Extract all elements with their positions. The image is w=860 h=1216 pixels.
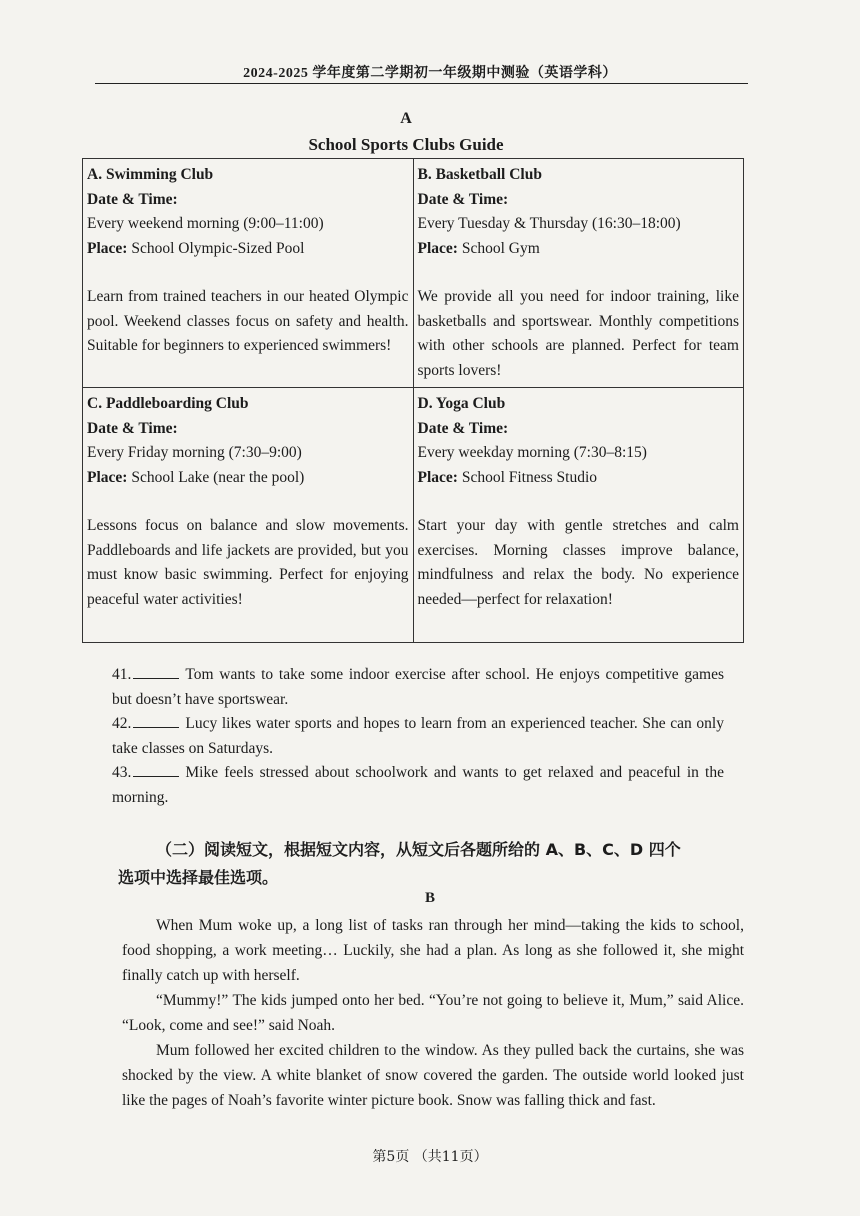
guide-title: School Sports Clubs Guide	[308, 135, 504, 154]
instruction-line: 选项中选择最佳选项。	[118, 868, 279, 887]
passage-paragraph: “Mummy!” The kids jumped onto her bed. “You’re not going to believe it, Mum,” said Alice. “Look, come and see!” said Noah.	[122, 992, 744, 1034]
place-label: Place:	[417, 239, 458, 257]
club-name: C. Paddleboarding Club	[87, 395, 249, 412]
section-a-letter: A	[400, 110, 412, 127]
place-value: School Fitness Studio	[461, 468, 598, 486]
date-label: Date & Time:	[87, 419, 178, 437]
section-instruction	[118, 836, 738, 892]
reading-passage	[122, 913, 744, 1113]
question-text: Lucy likes water sports and hopes to learn from an experienced teacher. She can only take classes on Saturdays.	[112, 715, 724, 757]
place-label: Place:	[417, 468, 458, 486]
place-line	[87, 237, 409, 262]
place-value: School Gym	[461, 239, 540, 257]
spacer	[87, 490, 409, 514]
date-label: Date & Time:	[417, 419, 509, 437]
club-cell-basketball	[413, 159, 744, 388]
question-number: 42.	[112, 715, 132, 732]
exam-header-title: 2024-2025 学年度第二学期初一年级期中测验（英语学科）	[243, 66, 617, 81]
header-divider	[95, 83, 748, 84]
club-description: Start your day with gentle stretches and calm exercises. Morning classes improve balance, mindfulness and relax the body. No experience needed—perfect for relaxation!	[417, 517, 739, 608]
question-number: 41.	[112, 666, 132, 683]
club-name: D. Yoga Club	[417, 395, 506, 412]
club-description: Learn from trained teachers in our heated Olympic pool. Weekend classes focus on safety and health. Suitable for beginners to experienced swimmers!	[87, 288, 409, 354]
page-number: 第5页 （共11页）	[372, 1149, 488, 1165]
table-row	[83, 388, 744, 643]
club-description: We provide all you need for indoor training, like basketballs and sportswear. Monthly competitions with other schools are planned. Perfect for team sports lovers!	[417, 288, 739, 379]
question-list	[112, 663, 724, 810]
passage-paragraph: When Mum woke up, a long list of tasks ran through her mind—taking the kids to school, food shopping, a work meeting… Luckily, she had a plan. As long as she followed it, she might finally catch up with herself.	[122, 917, 744, 984]
place-line	[418, 466, 740, 491]
club-cell-swimming	[83, 159, 414, 388]
place-value: School Lake (near the pool)	[131, 468, 305, 486]
section-b-letter: B	[424, 890, 435, 906]
club-name: A. Swimming Club	[87, 166, 214, 183]
club-cell-yoga	[413, 388, 744, 643]
club-description: Lessons focus on balance and slow movements. Paddleboards and life jackets are provided, but you must know basic swimming. Perfect for enjoying peaceful water activities!	[87, 517, 409, 608]
clubs-table	[82, 158, 744, 643]
club-name: B. Basketball Club	[417, 166, 542, 183]
answer-blank[interactable]	[133, 664, 179, 679]
place-value: School Olympic-Sized Pool	[131, 239, 305, 257]
question-number: 43.	[112, 764, 132, 781]
table-row	[83, 159, 744, 388]
question-41	[112, 663, 724, 712]
answer-blank[interactable]	[133, 762, 179, 777]
club-cell-paddleboarding	[83, 388, 414, 643]
place-line	[418, 237, 740, 262]
date-value: Every Friday morning (7:30–9:00)	[87, 444, 302, 461]
spacer	[418, 261, 740, 285]
place-line	[87, 466, 409, 491]
date-value: Every weekend morning (9:00–11:00)	[87, 215, 324, 232]
question-43	[112, 761, 724, 810]
spacer	[87, 261, 409, 285]
place-label: Place:	[87, 468, 128, 486]
place-label: Place:	[87, 239, 128, 257]
answer-blank[interactable]	[133, 713, 179, 728]
question-42	[112, 712, 724, 761]
question-text: Mike feels stressed about schoolwork and wants to get relaxed and peaceful in the morning.	[112, 764, 724, 806]
spacer	[418, 490, 740, 514]
date-value: Every weekday morning (7:30–8:15)	[417, 444, 647, 461]
date-value: Every Tuesday & Thursday (16:30–18:00)	[417, 215, 681, 232]
instruction-line: （二）阅读短文，根据短文内容，从短文后各题所给的 A、B、C、D 四个	[156, 840, 681, 859]
question-text: Tom wants to take some indoor exercise after school. He enjoys competitive games but doesn’t have sportswear.	[112, 666, 724, 708]
passage-paragraph: Mum followed her excited children to the window. As they pulled back the curtains, she was shocked by the view. A white blanket of snow covered the garden. The outside world looked just like the pages of Noah’s favorite winter picture book. Snow was falling thick and fast.	[122, 1042, 744, 1109]
date-label: Date & Time:	[87, 190, 178, 208]
date-label: Date & Time:	[417, 190, 509, 208]
